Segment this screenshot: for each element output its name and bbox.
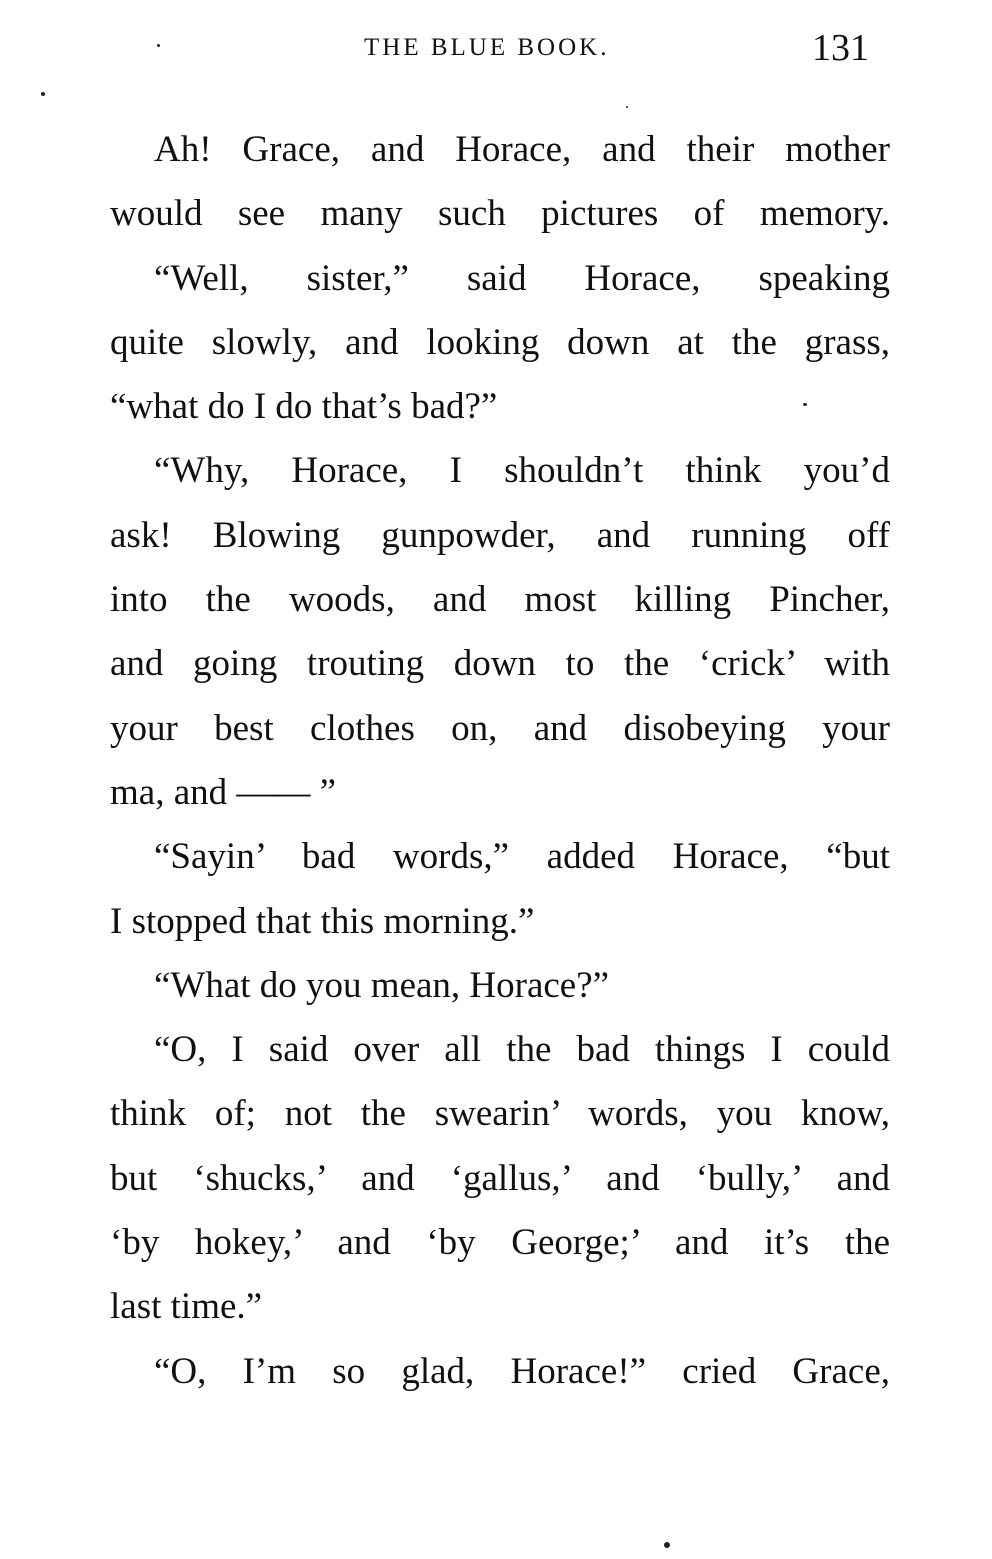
text-line: “Why, Horace, I shouldn’t think you’d — [154, 450, 890, 492]
text-line: last time.” — [110, 1286, 263, 1328]
text-line: would see many such pictures of memory. — [110, 193, 890, 235]
ink-speck — [664, 1542, 670, 1548]
text-line: ask! Blowing gunpowder, and running off — [110, 514, 890, 556]
text-line: I stopped that this morning.” — [110, 900, 535, 942]
text-line: quite slowly, and looking down at the grass, — [110, 321, 890, 363]
text-line: and going trouting down to the ‘crick’ with — [110, 643, 890, 685]
running-head — [0, 26, 992, 76]
running-head-title: THE BLUE BOOK. — [364, 34, 610, 61]
text-line: “Sayin’ bad words,” added Horace, “but — [154, 836, 890, 878]
text-line: but ‘shucks,’ and ‘gallus,’ and ‘bully,’ and — [110, 1157, 890, 1199]
ink-speck — [626, 106, 628, 108]
text-line: ma, and —— ” — [110, 771, 337, 813]
page-number: 131 — [812, 27, 869, 69]
text-line: “Well, sister,” said Horace, speaking — [154, 257, 890, 299]
body-text — [110, 118, 890, 1404]
text-line: “O, I’m so glad, Horace!” cried Grace, — [154, 1350, 890, 1392]
text-line: think of; not the swearin’ words, you know, — [110, 1093, 890, 1135]
ink-speck — [803, 403, 807, 406]
ink-speck — [41, 92, 45, 96]
text-line: your best clothes on, and disobeying your — [110, 707, 890, 749]
text-line: ‘by hokey,’ and ‘by George;’ and it’s the — [110, 1222, 890, 1264]
text-line: “what do I do that’s bad?” — [110, 386, 498, 428]
text-line: “What do you mean, Horace?” — [154, 964, 610, 1006]
text-line: into the woods, and most killing Pincher, — [110, 579, 890, 621]
ink-speck — [157, 44, 160, 47]
text-line: “O, I said over all the bad things I could — [154, 1029, 890, 1071]
text-line: Ah! Grace, and Horace, and their mother — [154, 129, 890, 170]
